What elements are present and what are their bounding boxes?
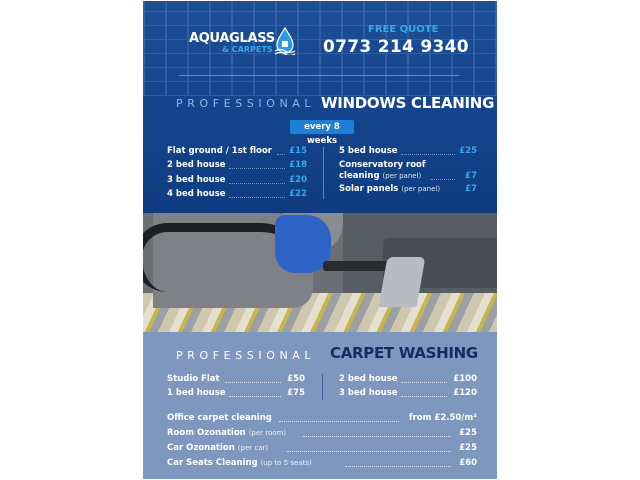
service-price: £25 — [459, 443, 477, 453]
service-label-line2: cleaning (per panel) — [339, 171, 422, 181]
windows-kicker: PROFESSIONAL — [176, 97, 316, 110]
leader-dots — [431, 179, 455, 180]
service-price: £25 — [459, 146, 477, 156]
service-label: 3 bed house — [339, 388, 398, 398]
column-divider — [323, 147, 324, 199]
leader-dots — [229, 183, 285, 184]
price-row — [339, 145, 477, 157]
leader-dots — [401, 396, 447, 397]
water-drop-icon — [274, 27, 296, 55]
price-row — [167, 387, 305, 399]
leader-dots — [401, 382, 447, 383]
free-quote-label: FREE QUOTE — [368, 24, 439, 35]
service-price: £75 — [287, 388, 305, 398]
leader-dots — [277, 154, 285, 155]
leader-dots — [279, 421, 399, 422]
service-price: £22 — [289, 189, 307, 199]
price-flyer — [143, 1, 497, 479]
service-price: £15 — [289, 146, 307, 156]
column-divider — [322, 374, 323, 400]
leader-dots — [229, 197, 285, 198]
price-row — [167, 145, 307, 157]
price-row — [167, 174, 307, 186]
windows-title: WINDOWS CLEANING — [321, 94, 495, 112]
service-price: £7 — [465, 184, 477, 194]
brand-logo — [189, 31, 299, 61]
price-row — [339, 387, 477, 399]
carpet-cleaning-photo — [143, 213, 497, 332]
service-label: Studio Flat — [167, 374, 220, 384]
service-label: Room Ozonation (per room) — [167, 428, 287, 438]
leader-dots — [303, 436, 451, 437]
brand-subname: & CARPETS — [222, 45, 273, 54]
service-label: Conservatory roof — [339, 160, 426, 170]
service-note: (per car) — [237, 444, 269, 452]
service-label: Solar panels (per panel) — [339, 184, 441, 194]
service-price: from £2.50/m² — [408, 413, 477, 423]
carpet-section — [143, 332, 497, 479]
price-row — [167, 457, 477, 469]
service-price: £18 — [289, 160, 307, 170]
carpet-kicker: PROFESSIONAL — [176, 349, 316, 362]
service-price: £50 — [287, 374, 305, 384]
leader-dots — [225, 382, 281, 383]
carpet-title: CARPET WASHING — [330, 344, 478, 362]
price-row — [167, 412, 477, 424]
service-label: Flat ground / 1st floor — [167, 146, 272, 156]
leader-dots — [229, 168, 285, 169]
service-price: £25 — [459, 428, 477, 438]
service-label: 4 bed house — [167, 189, 226, 199]
leader-dots — [345, 466, 451, 467]
price-row — [167, 373, 305, 385]
price-row — [339, 183, 477, 195]
service-price: £60 — [459, 458, 477, 468]
service-label: 5 bed house — [339, 146, 398, 156]
leader-dots — [287, 451, 451, 452]
service-price: £120 — [453, 388, 477, 398]
price-row — [167, 442, 477, 454]
service-note: (up to 5 seats) — [260, 459, 312, 467]
service-label: 3 bed house — [167, 175, 226, 185]
service-price: £20 — [289, 175, 307, 185]
service-label: 1 bed house — [167, 388, 226, 398]
service-label: 2 bed house — [167, 160, 226, 170]
price-row — [167, 188, 307, 200]
service-note: (per panel) — [382, 172, 422, 180]
price-row — [339, 159, 477, 183]
service-price: £7 — [465, 171, 477, 181]
phone-number[interactable]: 0773 214 9340 — [323, 37, 469, 57]
leader-dots — [401, 154, 455, 155]
frequency-badge: every 8 weeks — [290, 120, 354, 134]
windows-section — [143, 1, 497, 213]
service-label: Car Ozonation (per car) — [167, 443, 269, 453]
service-label: Office carpet cleaning — [167, 413, 272, 423]
service-note: (per room) — [248, 429, 287, 437]
price-row — [167, 159, 307, 171]
price-row — [167, 427, 477, 439]
service-label: Car Seats Cleaning (up to 5 seats) — [167, 458, 312, 468]
service-label: 2 bed house — [339, 374, 398, 384]
service-note: (per panel) — [401, 185, 441, 193]
leader-dots — [229, 396, 281, 397]
service-price: £100 — [453, 374, 477, 384]
brand-name: AQUAGLASS — [189, 31, 275, 46]
price-row — [339, 373, 477, 385]
divider — [179, 75, 459, 76]
